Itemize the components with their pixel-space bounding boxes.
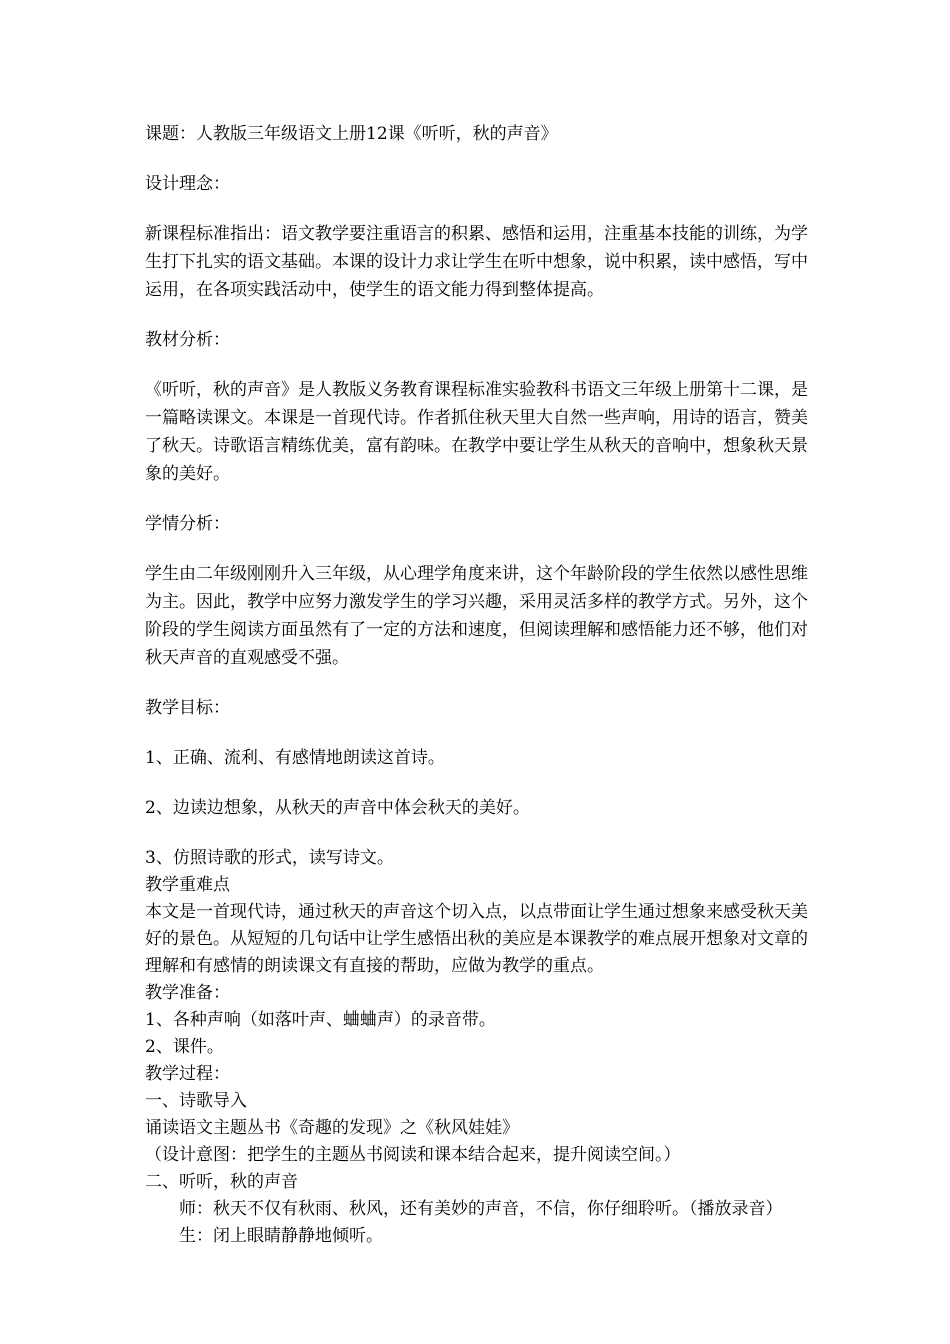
objective-item: 2、边读边想象，从秋天的声音中体会秋天的美好。 (145, 798, 530, 818)
document-page (145, 120, 810, 1250)
preparation-item: 1、各种声响（如落叶声、蛐蛐声）的录音带。 (145, 1010, 496, 1030)
process-step-line: 诵读语文主题丛书《奇趣的发现》之《秋风娃娃》 (145, 1118, 519, 1138)
teacher-line: 师：秋天不仅有秋雨、秋风，还有美妙的声音，不信，你仔细聆听。（播放录音） (179, 1199, 783, 1219)
objective-item: 3、仿照诗歌的形式，读写诗文。 (145, 848, 394, 868)
design-concept-heading: 设计理念： (145, 174, 230, 194)
objectives-heading: 教学目标： (145, 698, 230, 718)
process-step-title: 二、听听，秋的声音 (145, 1172, 298, 1192)
preparation-heading: 教学准备： (145, 983, 230, 1003)
key-points-heading: 教学重难点 (145, 875, 230, 895)
preparation-item: 2、课件。 (145, 1037, 224, 1057)
process-heading: 教学过程： (145, 1064, 230, 1084)
process-step-title: 一、诗歌导入 (145, 1091, 247, 1111)
textbook-analysis-heading: 教材分析： (145, 330, 230, 350)
objective-item: 1、正确、流利、有感情地朗读这首诗。 (145, 748, 445, 768)
student-analysis-body: 学生由二年级刚刚升入三年级，从心理学角度来讲，这个年龄阶段的学生依然以感性思维为主。因此，教学中应努力激发学生的学习兴趣，采用灵活多样的教学方式。另外，这个阶段的学生阅读方面虽然有了一定的方法和速度，但阅读理解和感悟能力还不够，他们对秋天声音的直观感受不强。 (145, 564, 808, 668)
student-line: 生：闭上眼睛静静地倾听。 (179, 1226, 383, 1246)
student-analysis-heading: 学情分析： (145, 514, 230, 534)
process-design-note: （设计意图：把学生的主题丛书阅读和课本结合起来，提升阅读空间。） (145, 1145, 681, 1165)
key-points-body: 本文是一首现代诗，通过秋天的声音这个切入点，以点带面让学生通过想象来感受秋天美好的景色。从短短的几句话中让学生感悟出秋的美应是本课教学的难点展开想象对文章的理解和有感情的朗读课文有直接的帮助，应做为教学的重点。 (145, 902, 808, 976)
lesson-title: 课题：人教版三年级语文上册12课《听听，秋的声音》 (145, 124, 558, 144)
textbook-analysis-body: 《听听，秋的声音》是人教版义务教育课程标准实验教科书语文三年级上册第十二课，是一篇略读课文。本课是一首现代诗。作者抓住秋天里大自然一些声响，用诗的语言，赞美了秋天。诗歌语言精练优美，富有韵味。在教学中要让学生从秋天的音响中，想象秋天景象的美好。 (145, 380, 808, 484)
design-concept-body: 新课程标准指出：语文教学要注重语言的积累、感悟和运用，注重基本技能的训练，为学生打下扎实的语文基础。本课的设计力求让学生在听中想象，说中积累，读中感悟，写中运用，在各项实践活动中，使学生的语文能力得到整体提高。 (145, 224, 808, 300)
